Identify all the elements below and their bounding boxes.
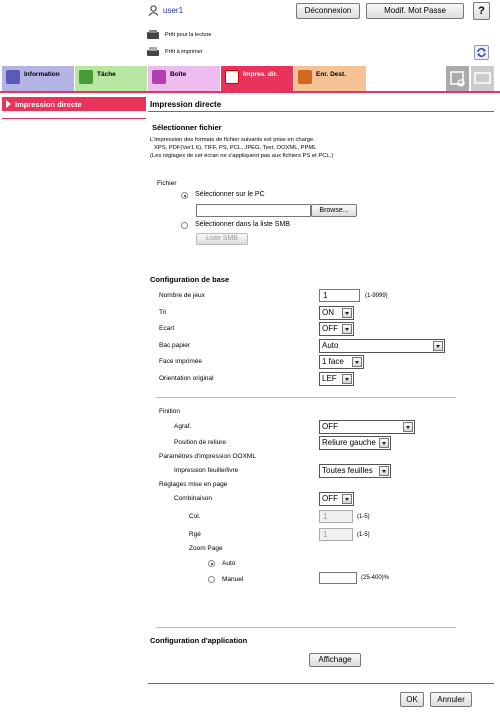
page-title: Impression directe: [150, 100, 222, 109]
sidebar-item-label: Impression directe: [15, 100, 82, 109]
direct-print-icon: [225, 70, 239, 84]
user-name: user1: [163, 6, 184, 15]
tray-select[interactable]: [319, 339, 445, 353]
divider: [156, 627, 456, 628]
tab-direct-print[interactable]: [221, 66, 293, 91]
orientation-label: Orientation original: [159, 375, 214, 382]
combine-label: Combinaison: [174, 495, 212, 502]
user-icon: [148, 5, 159, 16]
description-line-1: L'impression des formats de fichier suivants est prise en charge.: [150, 137, 315, 143]
radio-zoom-auto[interactable]: [208, 560, 215, 567]
tab-store-address-label: Enr. Dest.: [316, 71, 346, 78]
printer-icon: [146, 46, 160, 58]
change-password-button[interactable]: Modif. Mot Passe: [366, 3, 464, 19]
tab-information[interactable]: [2, 66, 74, 91]
col-label: Col.: [189, 513, 201, 520]
print-side-select[interactable]: [319, 355, 364, 369]
sheet-print-label: Impression feuille/livre: [174, 467, 239, 474]
help-button[interactable]: ?: [473, 2, 490, 20]
col-range: (1-5): [357, 514, 370, 520]
job-icon: [79, 70, 93, 84]
sheet-print-select[interactable]: [319, 464, 391, 478]
ok-button[interactable]: OK: [400, 692, 424, 707]
orientation-value: LEF: [322, 374, 337, 383]
chevron-down-icon: [352, 357, 362, 367]
offset-value: OFF: [322, 324, 338, 333]
copies-range: (1-9999): [365, 293, 388, 299]
orientation-select[interactable]: [319, 372, 354, 386]
row-range: (1-5): [357, 532, 370, 538]
tab-information-label: Information: [24, 71, 60, 78]
description-line-3: (Les réglages de cet écran ne s'appliquent pas aux fichiers PS et PCL.): [150, 153, 334, 159]
offset-select[interactable]: [319, 322, 354, 336]
tab-box-label: Boîte: [170, 71, 187, 78]
radio-zoom-manual[interactable]: [208, 576, 215, 583]
binding-value: Reliure gauche: [322, 438, 376, 447]
chevron-down-icon: [342, 324, 352, 334]
radio-zoom-manual-label: Manuel: [222, 576, 244, 583]
radio-zoom-auto-label: Auto: [222, 560, 236, 567]
layout-label: Réglages mise en page: [159, 481, 228, 488]
tab-store-address[interactable]: [294, 66, 366, 91]
display-icon[interactable]: [471, 66, 494, 91]
page-title-underline: [148, 111, 494, 112]
radio-select-pc[interactable]: [181, 192, 188, 199]
chevron-down-icon: [342, 494, 352, 504]
radio-select-pc-label: Sélectionner sur le PC: [195, 191, 265, 198]
sort-select[interactable]: [319, 306, 354, 320]
tab-underline: [0, 91, 500, 93]
file-path-input[interactable]: [196, 204, 311, 217]
tab-job[interactable]: [75, 66, 147, 91]
radio-select-smb-label: Sélectionner dans la liste SMB: [195, 221, 290, 228]
sort-label: Tri: [159, 309, 167, 316]
section-app-config: Configuration d'application: [150, 636, 248, 645]
zoom-range: (25-400)%: [361, 575, 390, 581]
settings-icon[interactable]: [446, 66, 469, 91]
smb-list-button[interactable]: Liste SMB: [196, 233, 248, 245]
section-select-file: Sélectionner fichier: [152, 123, 222, 132]
copies-label: Nombre de jeux: [159, 292, 205, 299]
sidebar-separator: [2, 118, 146, 119]
offset-label: Ecart: [159, 325, 175, 332]
binding-label: Position de reliure: [174, 439, 227, 446]
staple-select[interactable]: [319, 420, 415, 434]
divider: [156, 397, 456, 398]
chevron-down-icon: [379, 466, 389, 476]
address-book-icon: [298, 70, 312, 84]
finishing-label: Finition: [159, 408, 180, 415]
cancel-button[interactable]: Annuler: [430, 692, 472, 707]
col-input[interactable]: 1: [319, 510, 353, 523]
browse-button[interactable]: Browse...: [311, 204, 357, 217]
tab-job-label: Tâche: [97, 71, 116, 78]
zoom-input[interactable]: [319, 572, 357, 584]
zoom-label: Zoom Page: [189, 545, 223, 552]
staple-value: OFF: [322, 422, 338, 431]
radio-select-smb[interactable]: [181, 222, 188, 229]
refresh-icon[interactable]: [474, 45, 489, 60]
ooxml-label: Paramètres d'impression OOXML: [159, 453, 256, 460]
staple-label: Agraf.: [174, 423, 192, 430]
combine-value: OFF: [322, 494, 338, 503]
print-side-value: 1 face: [322, 357, 344, 366]
sheet-print-value: Toutes feuilles: [322, 466, 373, 475]
row-input[interactable]: 1: [319, 528, 353, 541]
description-line-2: XPS, PDF(Ver1.6), TIFF, PS, PCL, JPEG, Text, OOXML, PPML: [154, 145, 317, 151]
scanner-icon: [146, 29, 160, 41]
chevron-down-icon: [379, 438, 389, 448]
chevron-down-icon: [403, 422, 413, 432]
box-icon: [152, 70, 166, 84]
information-icon: [6, 70, 20, 84]
chevron-down-icon: [342, 374, 352, 384]
tray-label: Bac papier: [159, 342, 191, 349]
tab-box[interactable]: [148, 66, 220, 91]
tab-direct-print-label: Impres. dir.: [243, 71, 278, 78]
status-ready-read: Prêt pour la lecture: [165, 32, 212, 38]
row-label: Rgé: [189, 531, 201, 538]
file-label: Fichier: [157, 180, 177, 187]
print-side-label: Face imprimée: [159, 358, 202, 365]
copies-input[interactable]: 1: [319, 289, 360, 302]
bottom-separator: [148, 683, 494, 684]
logout-button[interactable]: Déconnexion: [296, 3, 360, 19]
sidebar-item-direct-print[interactable]: [2, 97, 146, 111]
binding-select[interactable]: [319, 436, 391, 450]
display-button[interactable]: Affichage: [309, 653, 361, 667]
status-ready-print: Prêt à imprimer: [165, 49, 203, 55]
chevron-down-icon: [433, 341, 443, 351]
section-basic-config: Configuration de base: [150, 275, 230, 284]
tray-value: Auto: [322, 341, 339, 350]
chevron-down-icon: [342, 308, 352, 318]
sort-value: ON: [322, 308, 334, 317]
arrow-right-icon: [6, 100, 11, 108]
combine-select[interactable]: [319, 492, 354, 506]
